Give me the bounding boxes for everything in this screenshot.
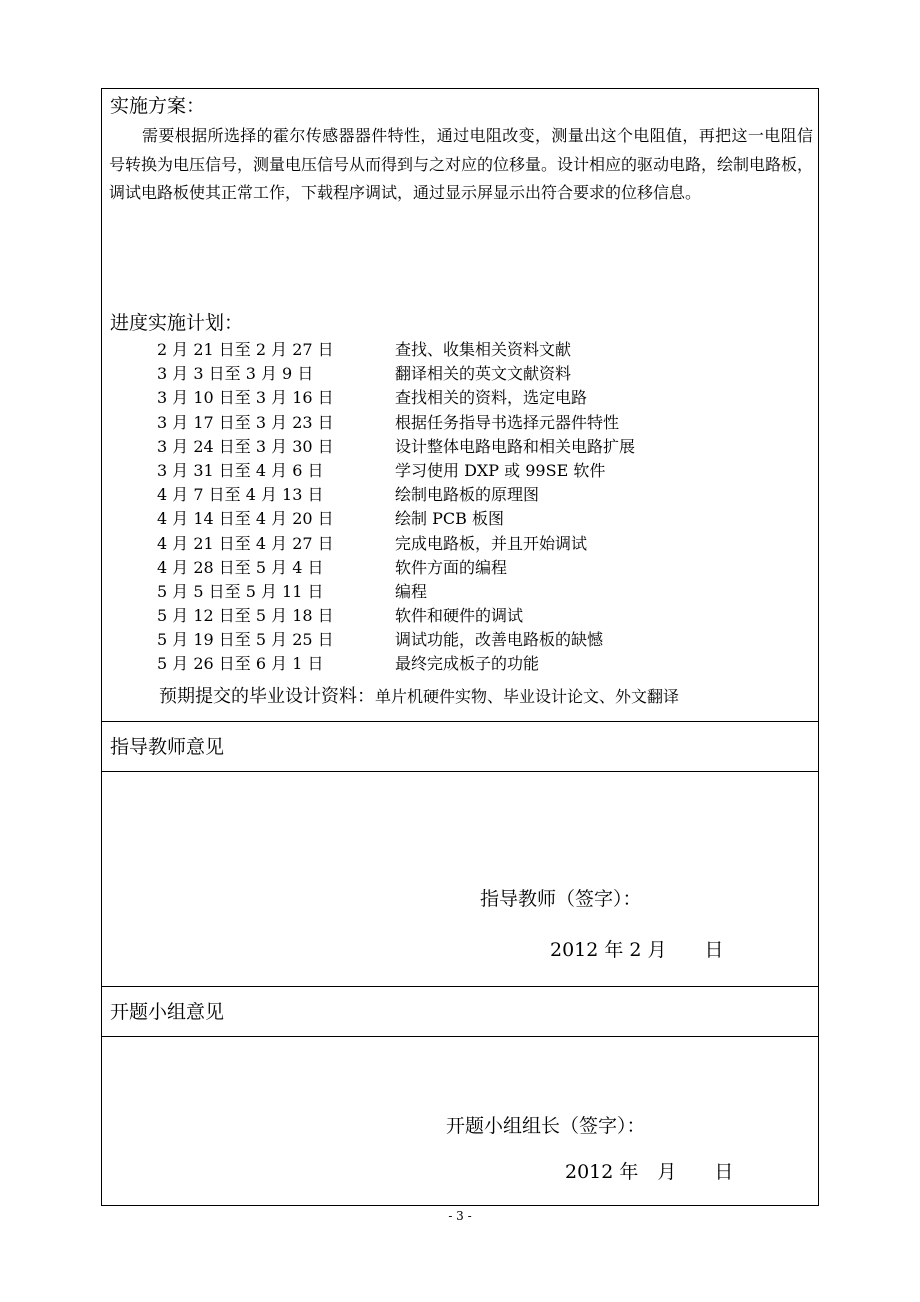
deliverables-label: 预期提交的毕业设计资料： (159, 686, 375, 707)
schedule-date: 4 月 28 日至 5 月 4 日 (157, 557, 324, 577)
schedule-task: 根据任务指导书选择元器件特性 (395, 412, 620, 432)
schedule-date: 3 月 10 日至 3 月 16 日 (157, 388, 334, 408)
schedule-date: 5 月 19 日至 5 月 25 日 (157, 630, 334, 650)
schedule-heading: 进度实施计划： (110, 312, 244, 334)
group-opinion-header (102, 987, 818, 1037)
schedule-row (102, 386, 818, 410)
schedule-row (102, 435, 818, 459)
deliverables-value: 单片机硬件实物、毕业设计论文、外文翻译 (375, 687, 680, 706)
page-number: - 3 - (448, 1209, 472, 1223)
proposal-form-table (101, 88, 819, 1206)
schedule-date: 2 月 21 日至 2 月 27 日 (157, 340, 334, 359)
schedule-task: 设计整体电路电路和相关电路扩展 (395, 436, 636, 456)
schedule-task: 查找、收集相关资料文献 (395, 340, 572, 359)
plan-body-text: 需要根据所选择的霍尔传感器器件特性，通过电阻改变，测量出这个电阻值，再把这一电阻信号转换为电压信号，测量电压信号从而得到与之对应的位移量。设计相应的驱动电路，绘制电路板，调试电路板使其正常工作，下载程序调试，通过显示屏显示出符合要求的位移信息。 (109, 126, 814, 202)
group-opinion-body (102, 1037, 818, 1205)
schedule-date: 4 月 21 日至 4 月 27 日 (157, 533, 334, 553)
plan-section (102, 89, 818, 722)
schedule-task: 绘制电路板的原理图 (395, 485, 540, 505)
group-opinion-heading: 开题小组意见 (110, 1001, 225, 1023)
schedule-date: 4 月 14 日至 4 月 20 日 (157, 509, 334, 529)
plan-heading: 实施方案： (110, 95, 206, 117)
schedule-date: 4 月 7 日至 4 月 13 日 (157, 485, 324, 505)
schedule-task: 查找相关的资料，选定电路 (395, 388, 588, 408)
group-signature-date: 2012 年 月 日 (565, 1161, 734, 1183)
schedule-row (102, 338, 818, 362)
schedule-row (102, 411, 818, 435)
schedule-row (102, 628, 818, 652)
schedule-date: 3 月 24 日至 3 月 30 日 (157, 436, 334, 456)
teacher-signature-date: 2012 年 2 月 日 (550, 939, 724, 961)
schedule-date: 3 月 17 日至 3 月 23 日 (157, 412, 334, 432)
schedule-task: 学习使用 DXP 或 99SE 软件 (395, 460, 606, 480)
schedule-date: 3 月 3 日至 3 月 9 日 (157, 364, 314, 384)
schedule-date: 3 月 31 日至 4 月 6 日 (157, 460, 324, 480)
schedule-task: 软件方面的编程 (395, 557, 508, 577)
schedule-row (102, 652, 818, 676)
schedule-task: 绘制 PCB 板图 (395, 509, 504, 529)
schedule-row (102, 459, 818, 483)
schedule-task: 软件和硬件的调试 (395, 606, 524, 626)
schedule-task: 完成电路板，并且开始调试 (395, 533, 588, 553)
teacher-opinion-heading: 指导教师意见 (110, 736, 225, 758)
schedule-row (102, 604, 818, 628)
schedule-date: 5 月 26 日至 6 月 1 日 (157, 654, 324, 674)
schedule-row (102, 580, 818, 604)
schedule-task: 调试功能，改善电路板的缺憾 (395, 630, 604, 650)
teacher-opinion-header (102, 722, 818, 772)
schedule-row (102, 483, 818, 507)
schedule-row (102, 532, 818, 556)
schedule-date: 5 月 12 日至 5 月 18 日 (157, 606, 334, 626)
teacher-signature-label: 指导教师（签字）： (480, 888, 642, 910)
schedule-row (102, 362, 818, 386)
schedule-row (102, 507, 818, 531)
schedule-task: 最终完成板子的功能 (395, 654, 540, 674)
teacher-opinion-body (102, 772, 818, 987)
schedule-row (102, 556, 818, 580)
group-leader-signature-label: 开题小组组长（签字）： (446, 1115, 646, 1137)
schedule-task: 编程 (395, 581, 428, 601)
deliverables-line (159, 685, 679, 709)
schedule-task: 翻译相关的英文文献资料 (395, 364, 572, 384)
schedule-date: 5 月 5 日至 5 月 11 日 (157, 581, 324, 601)
schedule-list (102, 338, 818, 677)
